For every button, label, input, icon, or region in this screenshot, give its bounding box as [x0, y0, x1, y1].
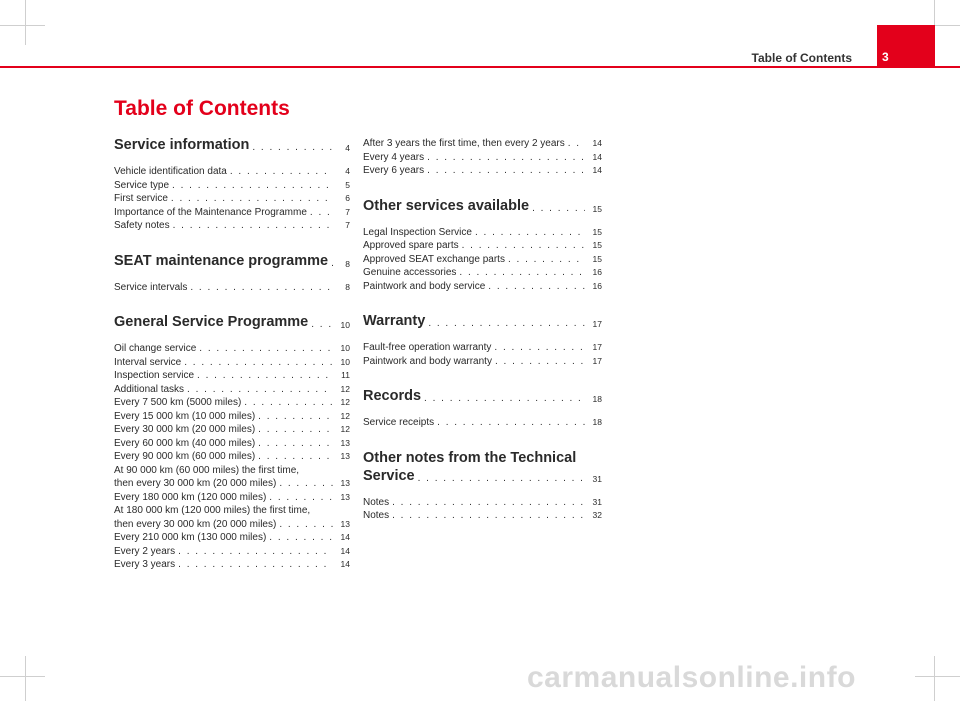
dot-leader — [427, 164, 585, 178]
toc-page-number: 6 — [345, 193, 350, 203]
toc-page-number: 13 — [340, 451, 350, 461]
toc-label: Every 60 000 km (40 000 miles) — [114, 437, 256, 449]
toc-entry-line1[interactable]: At 180 000 km (120 000 miles) the first time, — [114, 505, 311, 516]
toc-label: Approved SEAT exchange parts — [363, 253, 505, 265]
toc-page-number: 7 — [345, 206, 350, 217]
dot-leader — [475, 226, 585, 240]
toc-label: Vehicle identification data — [114, 166, 227, 177]
toc-section-line1[interactable] — [363, 450, 602, 466]
dot-leader — [532, 203, 585, 214]
toc-entry[interactable] — [114, 477, 350, 491]
toc-entry[interactable] — [114, 369, 350, 383]
toc-label: Safety notes — [114, 220, 170, 231]
watermark: carmanualsonline.info — [527, 661, 856, 694]
toc-page-number: 15 — [592, 226, 602, 237]
toc-right-column — [363, 137, 602, 523]
toc-page-number: 32 — [592, 510, 602, 520]
dot-leader — [392, 496, 585, 510]
crop-mark — [915, 676, 960, 677]
toc-label: Interval service — [114, 356, 182, 368]
dot-leader — [279, 518, 333, 532]
toc-label: then every 30 000 km (20 000 miles) — [114, 518, 277, 530]
toc-section[interactable] — [363, 313, 602, 329]
toc-page-number: 17 — [592, 342, 602, 352]
toc-page-number: 18 — [592, 417, 602, 427]
toc-entry[interactable] — [114, 518, 350, 532]
toc-page-number: 12 — [340, 424, 350, 434]
toc-label: Warranty — [363, 313, 426, 329]
toc-page-number: 13 — [340, 491, 350, 502]
toc-entry[interactable] — [363, 355, 602, 369]
toc-left-column — [114, 137, 350, 572]
toc-entry[interactable] — [363, 137, 602, 151]
toc-entry[interactable] — [363, 496, 602, 510]
dot-leader — [269, 531, 333, 545]
toc-entry[interactable] — [363, 416, 602, 430]
dot-leader — [311, 319, 333, 330]
toc-entry[interactable] — [363, 341, 602, 355]
toc-section[interactable] — [363, 468, 602, 484]
toc-label: Service information — [114, 137, 250, 153]
page-number: 3 — [882, 50, 889, 64]
toc-entry[interactable] — [114, 450, 350, 464]
dot-leader — [258, 410, 333, 424]
toc-label: Notes — [363, 510, 390, 521]
toc-page-number: 13 — [340, 478, 350, 488]
toc-page-number: 12 — [340, 397, 350, 407]
toc-label: Notes — [363, 496, 390, 508]
toc-label: Every 30 000 km (20 000 miles) — [114, 424, 256, 435]
toc-section[interactable] — [363, 388, 602, 404]
dot-leader — [437, 416, 585, 430]
toc-label: Service intervals — [114, 281, 188, 293]
dot-leader — [190, 281, 333, 295]
dot-leader — [495, 355, 585, 369]
toc-entry[interactable] — [363, 151, 602, 165]
crop-mark — [25, 0, 26, 45]
crop-mark — [0, 25, 45, 26]
toc-label: Service receipts — [363, 417, 435, 428]
crop-mark — [934, 656, 935, 701]
toc-label: After 3 years the first time, then every 2 years — [363, 138, 565, 149]
dot-leader — [459, 266, 585, 280]
toc-page-number: 31 — [592, 496, 602, 507]
toc-entry[interactable] — [114, 383, 350, 397]
page-title: Table of Contents — [114, 97, 290, 120]
header-rule — [0, 66, 960, 68]
toc-entry[interactable] — [114, 165, 350, 179]
toc-entry-line1[interactable]: At 90 000 km (60 000 miles) the first time, — [114, 464, 300, 476]
toc-page-number: 15 — [592, 203, 602, 214]
toc-entry[interactable] — [363, 226, 602, 240]
crop-mark — [0, 676, 45, 677]
toc-page-number: 14 — [340, 532, 350, 542]
toc-label: Every 4 years — [363, 151, 425, 163]
toc-page-number: 8 — [345, 258, 350, 269]
crop-mark — [25, 656, 26, 701]
toc-label: Fault-free operation warranty — [363, 342, 492, 353]
toc-entry[interactable] — [114, 396, 350, 410]
toc-label: Other notes from the Technical — [363, 449, 577, 466]
dot-leader — [424, 393, 585, 404]
toc-label: Oil change service — [114, 343, 197, 354]
toc-label: Paintwork and body warranty — [363, 355, 492, 367]
dot-leader — [279, 477, 333, 491]
toc-label: Inspection service — [114, 370, 195, 381]
dot-leader — [171, 192, 333, 206]
toc-entry[interactable] — [114, 281, 350, 295]
toc-label: Legal Inspection Service — [363, 226, 472, 238]
toc-label: Genuine accessories — [363, 267, 457, 278]
toc-page-number: 5 — [345, 179, 350, 190]
toc-section[interactable] — [114, 253, 350, 269]
toc-label: First service — [114, 193, 168, 204]
toc-label: Service type — [114, 179, 170, 191]
dot-leader — [258, 450, 333, 464]
toc-label: Every 15 000 km (10 000 miles) — [114, 410, 256, 422]
toc-entry[interactable] — [114, 342, 350, 356]
dot-leader — [178, 545, 333, 559]
toc-page-number: 15 — [592, 253, 602, 264]
dot-leader — [462, 239, 585, 253]
toc-label: Every 90 000 km (60 000 miles) — [114, 451, 256, 462]
toc-label: then every 30 000 km (20 000 miles) — [114, 478, 277, 489]
toc-entry[interactable] — [363, 280, 602, 294]
toc-label: Importance of the Maintenance Programme — [114, 206, 307, 218]
toc-section[interactable] — [114, 137, 350, 153]
toc-label: Other services available — [363, 197, 530, 214]
toc-label: Additional tasks — [114, 383, 185, 395]
toc-label: Records — [363, 388, 422, 404]
dot-leader — [331, 258, 333, 269]
dot-leader — [173, 219, 333, 233]
dot-leader — [428, 318, 585, 329]
toc-section[interactable] — [363, 198, 602, 214]
dot-leader — [568, 137, 585, 151]
dot-leader — [244, 396, 333, 410]
toc-page-number: 4 — [345, 143, 350, 153]
toc-label: Every 6 years — [363, 165, 425, 176]
toc-entry[interactable] — [114, 423, 350, 437]
dot-leader — [269, 491, 333, 505]
toc-page-number: 13 — [340, 437, 350, 448]
toc-page-number: 14 — [592, 151, 602, 162]
toc-entry[interactable] — [114, 219, 350, 233]
dot-leader — [508, 253, 585, 267]
dot-leader — [199, 342, 333, 356]
toc-entry[interactable] — [114, 410, 350, 424]
toc-label: Every 2 years — [114, 545, 176, 557]
toc-page-number: 10 — [340, 320, 350, 330]
dot-leader — [258, 437, 333, 451]
toc-label: Service — [363, 467, 415, 484]
toc-page-number: 14 — [340, 559, 350, 569]
toc-label: SEAT maintenance programme — [114, 252, 329, 269]
toc-page-number: 4 — [345, 166, 350, 176]
toc-entry[interactable] — [114, 356, 350, 370]
toc-label: Every 7 500 km (5000 miles) — [114, 397, 242, 408]
toc-entry[interactable] — [363, 266, 602, 280]
toc-entry[interactable] — [363, 509, 602, 523]
toc-entry[interactable] — [114, 206, 350, 220]
dot-leader — [230, 165, 333, 179]
dot-leader — [494, 341, 585, 355]
toc-entry[interactable] — [363, 164, 602, 178]
toc-section[interactable] — [114, 314, 350, 330]
dot-leader — [184, 356, 333, 370]
dot-leader — [258, 423, 333, 437]
toc-label: Paintwork and body service — [363, 280, 486, 292]
toc-entry[interactable] — [114, 192, 350, 206]
toc-entry[interactable] — [363, 253, 602, 267]
toc-page-number: 7 — [345, 220, 350, 230]
running-header: Table of Contents — [751, 51, 852, 65]
toc-label: Every 210 000 km (130 000 miles) — [114, 532, 267, 543]
dot-leader — [488, 280, 585, 294]
toc-page-number: 11 — [341, 370, 350, 380]
toc-page-number: 14 — [340, 545, 350, 556]
toc-page-number: 16 — [592, 280, 602, 291]
toc-entry[interactable] — [114, 179, 350, 193]
toc-page-number: 17 — [592, 319, 602, 329]
toc-page-number: 14 — [592, 165, 602, 175]
dot-leader — [252, 142, 333, 153]
toc-entry[interactable] — [114, 558, 350, 572]
dot-leader — [197, 369, 333, 383]
dot-leader — [392, 509, 585, 523]
page-number-box — [877, 25, 935, 68]
dot-leader — [187, 383, 333, 397]
dot-leader — [427, 151, 585, 165]
toc-entry[interactable] — [114, 531, 350, 545]
toc-page-number: 13 — [340, 518, 350, 529]
toc-page-number: 16 — [592, 267, 602, 277]
toc-entry[interactable] — [363, 239, 602, 253]
toc-entry[interactable] — [114, 491, 350, 505]
dot-leader — [310, 206, 333, 220]
toc-label: Every 3 years — [114, 559, 176, 570]
toc-page-number: 15 — [592, 240, 602, 250]
toc-entry[interactable] — [114, 545, 350, 559]
toc-page-number: 14 — [592, 138, 602, 148]
dot-leader — [178, 558, 333, 572]
toc-page-number: 31 — [592, 473, 602, 484]
toc-page-number: 10 — [340, 343, 350, 353]
toc-entry[interactable] — [114, 437, 350, 451]
dot-leader — [172, 179, 333, 193]
toc-page-number: 8 — [345, 281, 350, 292]
toc-page-number: 17 — [592, 355, 602, 366]
toc-label: General Service Programme — [114, 314, 309, 330]
toc-page-number: 10 — [340, 356, 350, 367]
toc-label: Every 180 000 km (120 000 miles) — [114, 491, 267, 503]
dot-leader — [418, 473, 585, 484]
toc-page-number: 18 — [592, 394, 602, 404]
toc-label: Approved spare parts — [363, 240, 459, 251]
toc-page-number: 12 — [340, 410, 350, 421]
toc-page-number: 12 — [340, 383, 350, 394]
